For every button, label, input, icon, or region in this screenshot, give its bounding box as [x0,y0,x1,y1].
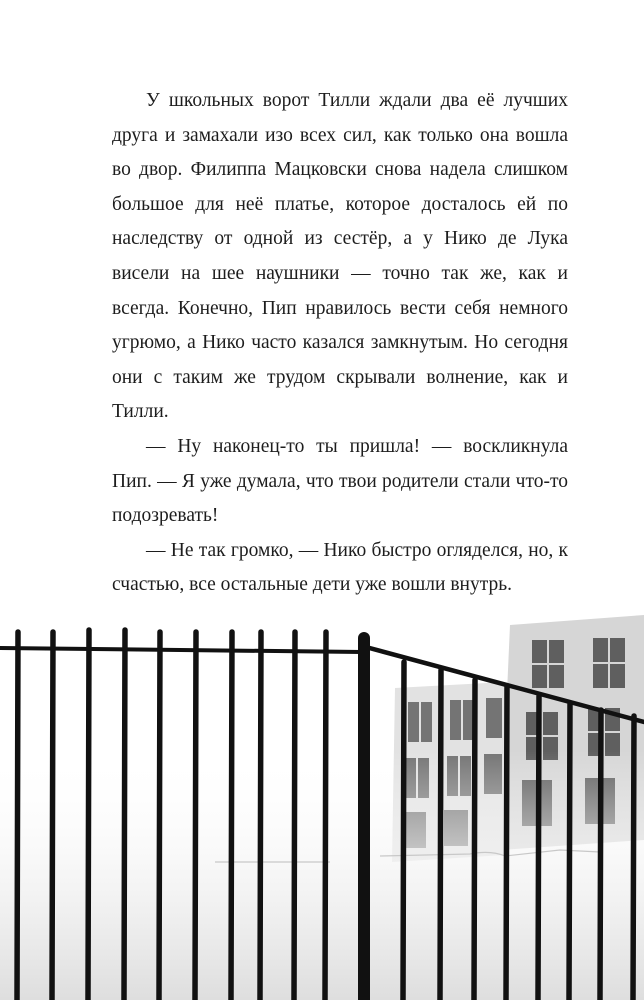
school-fence-illustration [0,600,644,1000]
paragraph-3: — Не так громко, — Нико быстро огляделся, но, к счастью, все остальные дети уже вошли внутрь. [112,539,568,596]
paragraph-2: — Ну наконец-то ты пришла! — воскликнула Пип. — Я уже думала, что твои родители стали что-то подозревать! [112,435,568,527]
ground-fog [0,750,644,1000]
story-text [112,84,568,603]
paragraph-1: У школьных ворот Тилли ждали два её лучших друга и замахали изо всех сил, как только она вошла во двор. Филиппа Мацковски снова надела слишком большое для неё платье, которое досталось ей по наследству от одной из сестёр, а у Нико де Лука висели на шее наушники — точно так же, как и всегда. Конечно, Пип нравилось вести себя немного угрюмо, а Нико часто казался замкнутым. Но сегодня они с таким же трудом скрывали волнение, как и Тилли. [112,90,568,423]
